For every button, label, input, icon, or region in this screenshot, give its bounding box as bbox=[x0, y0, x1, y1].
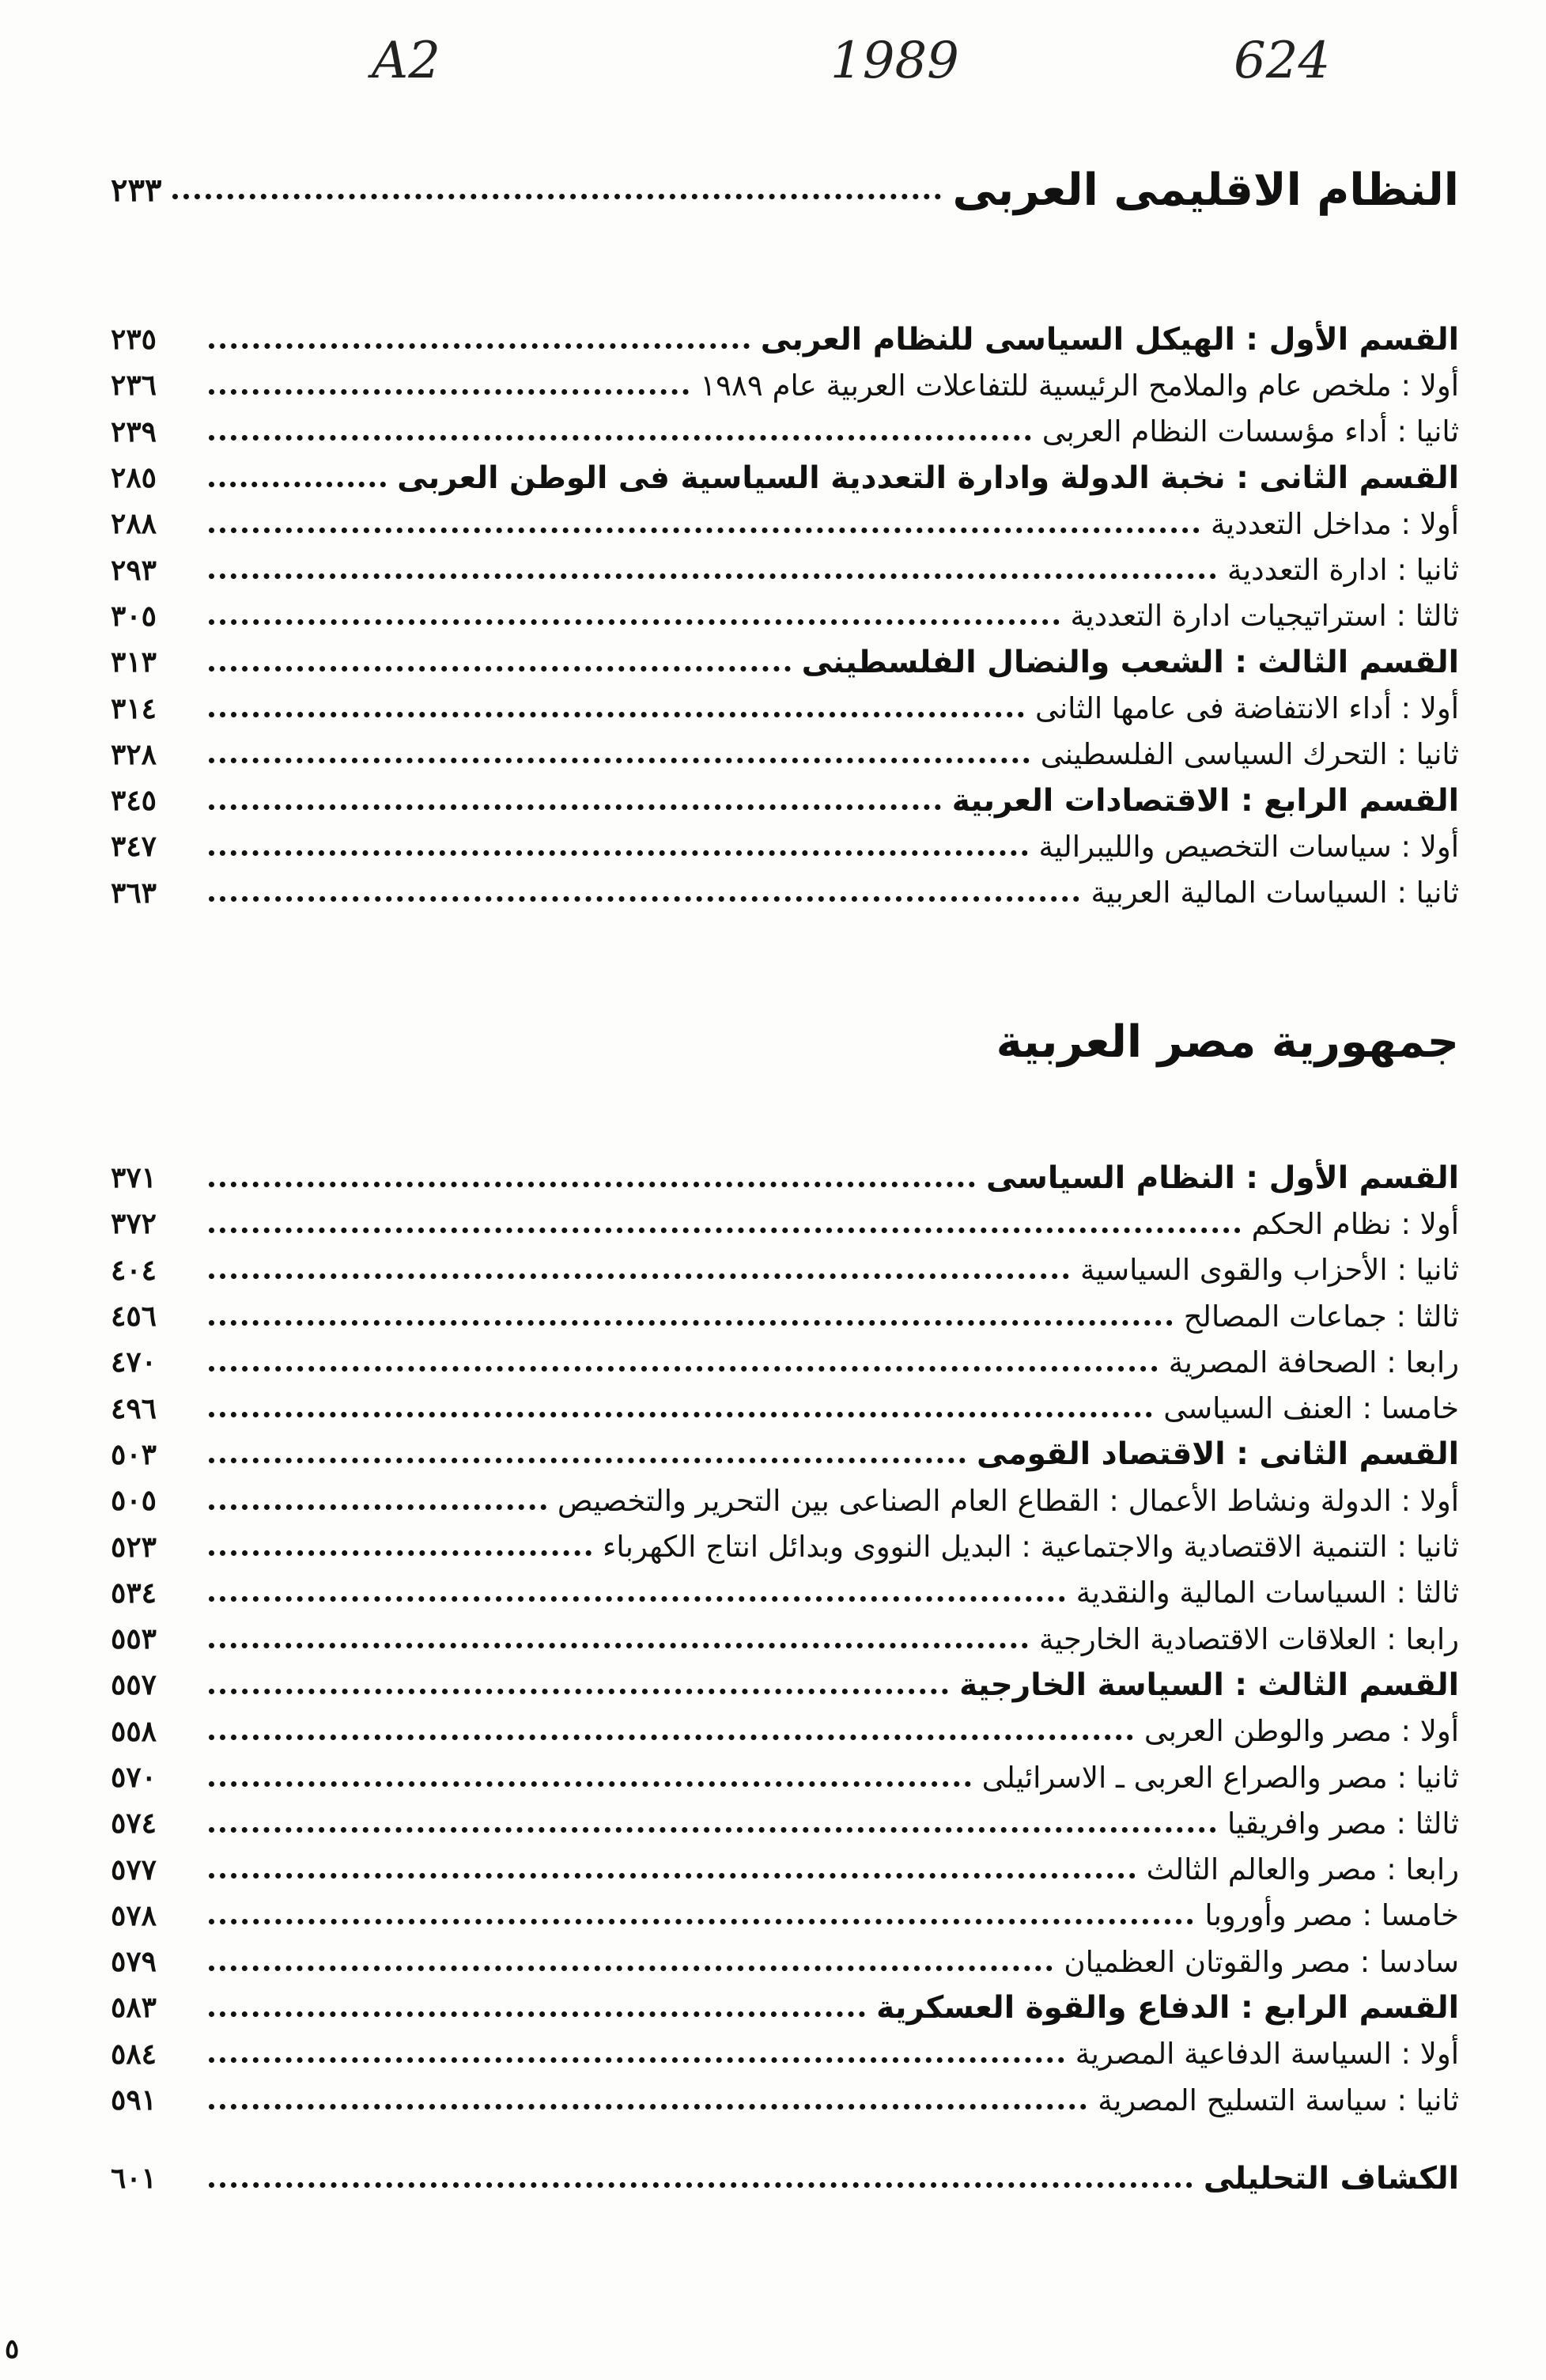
dot-leader bbox=[209, 1366, 1158, 1372]
dot-leader bbox=[209, 1458, 966, 1463]
dot-leader bbox=[209, 666, 791, 672]
dot-leader bbox=[209, 1643, 1028, 1648]
toc-entry-title: أولا : نظام الحكم bbox=[1251, 1206, 1459, 1241]
toc-entry-title: ثانيا : السياسات المالية العربية bbox=[1091, 876, 1459, 910]
section2-title: جمهورية مصر العربية bbox=[996, 1016, 1459, 1068]
toc-entry-page: ٥٩١ bbox=[111, 2083, 157, 2117]
toc-entry-page: ٣٠٥ bbox=[111, 599, 157, 633]
toc-entry bbox=[111, 823, 1459, 869]
handwritten-annotation-number: 624 bbox=[1234, 32, 1331, 90]
toc-entry-title: أولا : أداء الانتفاضة فى عامها الثانى bbox=[1035, 691, 1459, 726]
toc-entry-title: ثانيا : التحرك السياسى الفلسطينى bbox=[1040, 737, 1459, 772]
toc-entry-title: ثانيا : الأحزاب والقوى السياسية bbox=[1080, 1253, 1459, 1288]
toc-entry-page: ٣١٤ bbox=[111, 691, 157, 725]
dot-leader bbox=[209, 804, 941, 810]
handwritten-annotation-a2: A2 bbox=[372, 32, 440, 90]
toc-entry-title: أولا : مصر والوطن العربى bbox=[1143, 1714, 1459, 1749]
toc-entry-page: ٣٧١ bbox=[111, 1161, 157, 1195]
toc-entry-page: ٣٧٢ bbox=[111, 1207, 157, 1241]
toc-entry-title: القسم الثانى : الاقتصاد القومى bbox=[976, 1436, 1459, 1473]
toc-entry-title: خامسا : مصر وأوروبا bbox=[1204, 1898, 1459, 1933]
toc-entry bbox=[111, 1339, 1459, 1385]
section1-page: ٢٣٣ bbox=[111, 171, 162, 209]
toc-entry-page: ٣١٣ bbox=[111, 645, 157, 679]
toc-part-heading bbox=[111, 1432, 1459, 1478]
toc-entry bbox=[111, 1478, 1459, 1523]
toc-entry-title: أولا : ملخص عام والملامح الرئيسية للتفاعلات العربية عام ١٩٨٩ bbox=[700, 368, 1459, 403]
toc-entry-page: ٥٥٧ bbox=[111, 1668, 157, 1702]
dot-leader bbox=[209, 2057, 1064, 2063]
toc-entry bbox=[111, 1293, 1459, 1339]
toc-entry bbox=[111, 1523, 1459, 1569]
toc-entry-page: ٥٧٠ bbox=[111, 1761, 157, 1794]
dot-leader bbox=[209, 2011, 865, 2017]
section1-heading bbox=[111, 158, 1459, 221]
toc-entry bbox=[111, 1800, 1459, 1846]
handwritten-annotation-year: 1989 bbox=[830, 32, 959, 90]
toc-entry-page: ٥٢٣ bbox=[111, 1530, 157, 1564]
toc-entry-title: ثانيا : ادارة التعددية bbox=[1227, 553, 1459, 588]
toc-entry bbox=[111, 1385, 1459, 1431]
dot-leader bbox=[209, 758, 1030, 763]
toc-part-heading bbox=[111, 1985, 1459, 2030]
dot-leader bbox=[209, 2182, 1193, 2188]
toc-entry-page: ٥٧٤ bbox=[111, 1807, 157, 1841]
dot-leader bbox=[209, 1873, 1136, 1879]
section1-title: النظام الاقليمى العربى bbox=[952, 164, 1459, 216]
toc-entry-title: رابعا : الصحافة المصرية bbox=[1168, 1345, 1459, 1379]
footer-page-number: ٥ bbox=[5, 2333, 20, 2365]
toc-entry-page: ٦٠١ bbox=[111, 2162, 157, 2196]
toc-entry-page: ٥٥٨ bbox=[111, 1714, 157, 1748]
toc-entry-title: القسم الثالث : الشعب والنضال الفلسطينى bbox=[801, 644, 1459, 680]
section1-toc-list bbox=[111, 316, 1459, 916]
dot-leader bbox=[209, 1689, 948, 1694]
toc-entry-title: القسم الأول : الهيكل السياسى للنظام العربى bbox=[760, 321, 1459, 358]
toc-entry-title: ثالثا : مصر وافريقيا bbox=[1227, 1806, 1459, 1841]
toc-entry bbox=[111, 1201, 1459, 1247]
toc-entry-title: أولا : السياسة الدفاعية المصرية bbox=[1075, 2037, 1459, 2072]
toc-entry-title: أولا : مداخل التعددية bbox=[1210, 506, 1459, 541]
dot-leader bbox=[209, 1412, 1152, 1417]
toc-entry-page: ٣٦٣ bbox=[111, 876, 157, 910]
toc-entry-page: ٣٢٨ bbox=[111, 737, 157, 771]
dot-leader bbox=[209, 1966, 1053, 1971]
toc-entry bbox=[111, 409, 1459, 455]
toc-entry bbox=[111, 732, 1459, 778]
toc-entry-title: أولا : الدولة ونشاط الأعمال : القطاع العام الصناعى بين التحرير والتخصيص bbox=[557, 1483, 1459, 1518]
toc-entry-page: ٢٩٣ bbox=[111, 553, 157, 587]
toc-entry-page: ٢٣٥ bbox=[111, 323, 157, 357]
toc-entry-page: ٥٧٧ bbox=[111, 1852, 157, 1886]
dot-leader bbox=[209, 1550, 592, 1556]
toc-entry-page: ٤٩٦ bbox=[111, 1391, 157, 1425]
toc-entry bbox=[111, 1570, 1459, 1616]
toc-entry bbox=[111, 1893, 1459, 1939]
toc-entry-title: ثالثا : استراتيجيات ادارة التعددية bbox=[1070, 599, 1459, 634]
toc-entry-page: ٢٣٦ bbox=[111, 369, 157, 403]
toc-entry-title: خامسا : العنف السياسى bbox=[1163, 1391, 1459, 1426]
toc-entry-page: ٤٠٤ bbox=[111, 1253, 157, 1287]
dot-leader bbox=[209, 1320, 1173, 1326]
toc-entry-title: ثانيا : أداء مؤسسات النظام العربى bbox=[1041, 414, 1459, 449]
toc-part-heading bbox=[111, 1662, 1459, 1708]
toc-entry bbox=[111, 2077, 1459, 2123]
toc-entry-page: ٣٤٧ bbox=[111, 830, 157, 864]
toc-entry-title: ثانيا : سياسة التسليح المصرية bbox=[1098, 2083, 1459, 2117]
toc-entry bbox=[111, 547, 1459, 592]
toc-entry-title: القسم الثانى : نخبة الدولة وادارة التعددية السياسية فى الوطن العربى bbox=[397, 460, 1459, 496]
toc-entry-page: ٣٤٥ bbox=[111, 784, 157, 818]
toc-entry bbox=[111, 685, 1459, 731]
dot-leader bbox=[209, 850, 1028, 856]
dot-leader bbox=[209, 343, 750, 349]
toc-entry-title: رابعا : العلاقات الاقتصادية الخارجية bbox=[1038, 1621, 1459, 1656]
toc-entry-title: القسم الرابع : الاقتصادات العربية bbox=[951, 782, 1459, 819]
dot-leader bbox=[209, 1596, 1065, 1602]
toc-part-heading bbox=[111, 316, 1459, 362]
toc-entry-page: ٥٠٥ bbox=[111, 1484, 157, 1518]
dot-leader bbox=[209, 1182, 975, 1187]
dot-leader bbox=[209, 1781, 971, 1787]
toc-entry-title: القسم الثالث : السياسة الخارجية bbox=[959, 1667, 1459, 1703]
toc-part-heading bbox=[111, 2155, 1459, 2201]
dot-leader bbox=[209, 1827, 1216, 1833]
toc-part-heading bbox=[111, 778, 1459, 823]
toc-entry bbox=[111, 2031, 1459, 2077]
dot-leader bbox=[209, 1735, 1133, 1740]
toc-entry bbox=[111, 870, 1459, 916]
toc-entry-page: ٥٨٣ bbox=[111, 1991, 157, 2025]
toc-entry-title: سادسا : مصر والقوتان العظميان bbox=[1064, 1944, 1459, 1979]
toc-entry-title: ثالثا : السياسات المالية والنقدية bbox=[1075, 1576, 1459, 1610]
dot-leader bbox=[209, 619, 1060, 625]
dot-leader bbox=[209, 1504, 546, 1510]
dot-leader bbox=[209, 573, 1216, 579]
dot-leader bbox=[209, 435, 1031, 441]
dot-leader bbox=[209, 389, 689, 395]
dot-leader bbox=[209, 1228, 1241, 1233]
toc-part-heading bbox=[111, 1155, 1459, 1201]
toc-entry-page: ٥٠٣ bbox=[111, 1437, 157, 1471]
dot-leader bbox=[209, 482, 386, 487]
toc-entry-page: ٢٨٨ bbox=[111, 507, 157, 541]
toc-entry-page: ٥٧٨ bbox=[111, 1898, 157, 1932]
toc-entry-title: ثانيا : التنمية الاقتصادية والاجتماعية : البديل النووى وبدائل انتاج الكهرباء bbox=[603, 1530, 1459, 1565]
dot-leader bbox=[172, 194, 941, 199]
toc-entry-title: ثالثا : جماعات المصالح bbox=[1183, 1299, 1459, 1334]
toc-entry bbox=[111, 593, 1459, 639]
toc-entry-title: أولا : سياسات التخصيص والليبرالية bbox=[1038, 829, 1459, 864]
toc-part-heading bbox=[111, 455, 1459, 501]
toc-entry-page: ٢٨٥ bbox=[111, 461, 157, 495]
toc-entry-page: ٤٥٦ bbox=[111, 1300, 157, 1334]
dot-leader bbox=[209, 1919, 1193, 1924]
toc-entry-title: ثانيا : مصر والصراع العربى ـ الاسرائيلى bbox=[981, 1760, 1459, 1795]
dot-leader bbox=[209, 528, 1200, 533]
toc-entry-title: رابعا : مصر والعالم الثالث bbox=[1146, 1852, 1459, 1887]
toc-entry-page: ٥٧٩ bbox=[111, 1945, 157, 1979]
dot-leader bbox=[209, 2104, 1087, 2109]
toc-entry bbox=[111, 1616, 1459, 1662]
dot-leader bbox=[209, 712, 1024, 717]
toc-entry bbox=[111, 1846, 1459, 1892]
toc-entry-title: الكشاف التحليلى bbox=[1203, 2160, 1459, 2196]
toc-entry bbox=[111, 1939, 1459, 1985]
index-toc-list bbox=[111, 2155, 1459, 2201]
toc-entry bbox=[111, 362, 1459, 408]
toc-entry-page: ٥٨٤ bbox=[111, 2037, 157, 2071]
toc-entry-page: ٥٣٤ bbox=[111, 1576, 157, 1610]
toc-entry bbox=[111, 501, 1459, 547]
toc-entry bbox=[111, 1247, 1459, 1293]
dot-leader bbox=[209, 896, 1079, 902]
toc-entry-page: ٢٣٩ bbox=[111, 414, 157, 448]
toc-entry bbox=[111, 1708, 1459, 1754]
toc-entry-title: القسم الأول : النظام السياسى bbox=[986, 1160, 1459, 1196]
toc-entry-page: ٤٧٠ bbox=[111, 1345, 157, 1379]
toc-entry-title: القسم الرابع : الدفاع والقوة العسكرية bbox=[876, 1989, 1459, 2026]
section2-toc-list bbox=[111, 1155, 1459, 2123]
toc-entry bbox=[111, 1754, 1459, 1800]
toc-entry-page: ٥٥٣ bbox=[111, 1622, 157, 1656]
dot-leader bbox=[209, 1273, 1069, 1279]
toc-part-heading bbox=[111, 639, 1459, 685]
